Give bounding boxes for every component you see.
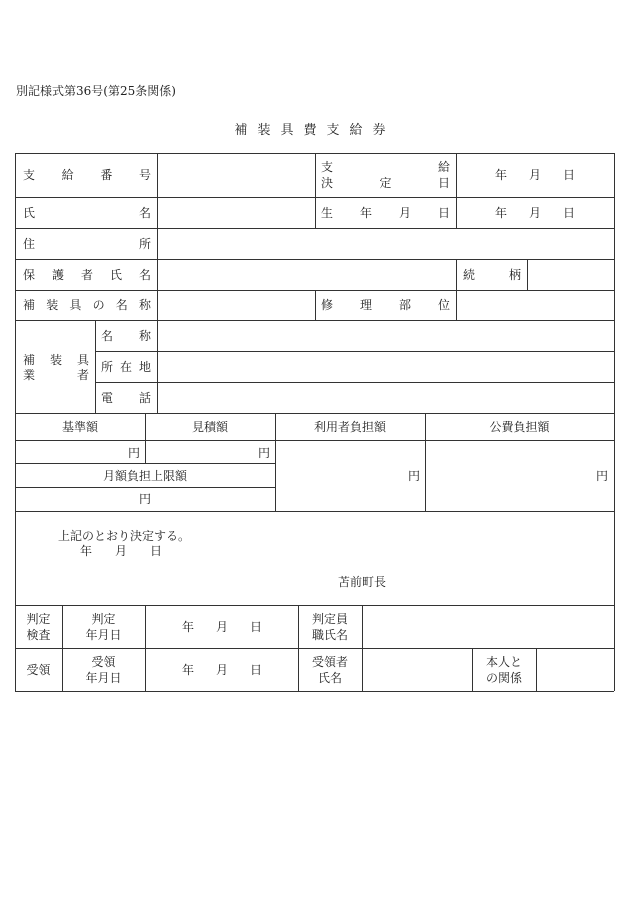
- label-hosogu-meisho-char: 称: [138, 298, 151, 312]
- label-denwa-char: 話: [138, 391, 151, 405]
- label-gyosha-bottom: [23, 368, 89, 382]
- label-seinengappi: [321, 206, 450, 220]
- label-gyosha-top-char: 補: [23, 353, 36, 367]
- rule-horizontal: [15, 605, 614, 606]
- rule-vertical: [536, 648, 537, 691]
- rule-vertical: [362, 605, 363, 691]
- label-shikyu-kettei-top-char: 給: [437, 160, 450, 174]
- decision-month: 月: [115, 544, 128, 558]
- decision-year: 年: [80, 544, 93, 558]
- rule-horizontal: [15, 487, 275, 488]
- label-shozaichi-char: 地: [138, 360, 151, 374]
- label-seinengappi-char: 日: [437, 206, 450, 220]
- rule-horizontal: [95, 351, 614, 352]
- label-shimei-char: 名: [138, 206, 151, 220]
- label-meisho-char: 名: [101, 329, 114, 343]
- label-gyosha-top-char: 装: [49, 353, 62, 367]
- label-hogosha-char: 氏: [109, 268, 122, 282]
- header-kohi-futan: 公費負担額: [489, 420, 550, 434]
- label-shozaichi-char: 在: [119, 360, 132, 374]
- label-gyosha-top: [23, 353, 89, 367]
- decision-signer: 苫前町長: [338, 575, 387, 589]
- header-kijungaku: 基準額: [61, 420, 98, 434]
- label-hantei-staff: 判定員 職氏名: [311, 612, 348, 642]
- label-jusho-char: 所: [138, 237, 151, 251]
- rule-horizontal: [15, 413, 614, 414]
- label-getsugaku-jogen: 月額負担上限額: [102, 469, 187, 483]
- label-shuri-bui-char: 位: [437, 298, 450, 312]
- label-shuri-bui-char: 理: [359, 298, 372, 312]
- rule-vertical: [95, 320, 96, 413]
- label-seinengappi-char: 生: [321, 206, 334, 220]
- date-kettei-char: 日: [562, 168, 575, 182]
- rule-horizontal: [15, 440, 614, 441]
- date-hantei-char: 日: [249, 620, 262, 634]
- date-kettei: [495, 168, 575, 182]
- label-jusho: [23, 237, 151, 251]
- label-jusho-char: 住: [23, 237, 36, 251]
- rule-vertical: [456, 290, 457, 320]
- rule-vertical: [157, 153, 158, 413]
- label-shozaichi-char: 所: [101, 360, 114, 374]
- date-kettei-char: 年: [495, 168, 508, 182]
- label-hogosha-char: 保: [23, 268, 36, 282]
- date-kettei-char: 月: [528, 168, 541, 182]
- label-denwa: [101, 391, 151, 405]
- label-hosogu-meisho-char: 名: [115, 298, 128, 312]
- label-shikyu-kettei-top-char: 支: [321, 160, 334, 174]
- date-juryo: [182, 663, 262, 677]
- rule-horizontal: [15, 511, 614, 512]
- date-birth: [495, 206, 575, 220]
- label-shuri-bui-char: 修: [321, 298, 334, 312]
- rule-vertical: [315, 153, 316, 228]
- header-mitsumorigaku: 見積額: [191, 420, 228, 434]
- yen-getsugaku: 円: [138, 492, 151, 506]
- header-riyosha-futan: 利用者負担額: [313, 420, 386, 434]
- label-relation: 本人と の関係: [485, 655, 522, 685]
- label-shozaichi: [101, 360, 151, 374]
- label-shikyu-kettei-top: [321, 160, 450, 174]
- rule-horizontal: [15, 259, 614, 260]
- date-birth-char: 月: [528, 206, 541, 220]
- date-hantei-char: 年: [182, 620, 195, 634]
- label-meisho-char: 称: [138, 329, 151, 343]
- rule-vertical: [456, 153, 457, 228]
- yen-riyosha: 円: [407, 469, 420, 483]
- label-hogosha: [23, 268, 151, 282]
- label-shimei-char: 氏: [23, 206, 36, 220]
- rule-vertical: [315, 290, 316, 320]
- label-zokugara: [463, 268, 521, 282]
- rule-horizontal: [15, 648, 614, 649]
- label-zokugara-char: 柄: [508, 268, 521, 282]
- rule-horizontal: [95, 382, 614, 383]
- label-meisho: [101, 329, 151, 343]
- decision-day: 日: [150, 544, 163, 558]
- yen-mitsumorigaku: 円: [257, 446, 270, 460]
- label-shikyu-bango-char: 号: [138, 168, 151, 182]
- label-shikyu-bango: [23, 168, 151, 182]
- label-hantei-date: 判定 年月日: [85, 612, 122, 642]
- label-juryo: 受領: [26, 663, 51, 677]
- label-juryo-date: 受領 年月日: [85, 655, 122, 685]
- date-juryo-char: 年: [182, 663, 195, 677]
- rule-vertical: [527, 259, 528, 290]
- label-gyosha-bottom-char: 者: [76, 368, 89, 382]
- rule-horizontal: [15, 228, 614, 229]
- label-seinengappi-char: 月: [398, 206, 411, 220]
- label-shikyu-kettei-bottom-char: 定: [379, 176, 392, 190]
- label-hosogu-meisho-char: 補: [23, 298, 36, 312]
- date-juryo-char: 日: [249, 663, 262, 677]
- date-hantei: [182, 620, 262, 634]
- label-zokugara-char: 続: [463, 268, 476, 282]
- label-shikyu-kettei-bottom: [321, 176, 450, 190]
- date-juryo-char: 月: [215, 663, 228, 677]
- rule-horizontal: [15, 463, 275, 464]
- rule-vertical: [614, 153, 615, 691]
- label-hogosha-char: 名: [138, 268, 151, 282]
- yen-kijungaku: 円: [127, 446, 140, 460]
- label-seinengappi-char: 年: [359, 206, 372, 220]
- label-gyosha-bottom-char: 業: [23, 368, 36, 382]
- rule-vertical: [456, 259, 457, 290]
- label-hogosha-char: 護: [51, 268, 64, 282]
- label-hogosha-char: 者: [80, 268, 93, 282]
- label-hosogu-meisho-char: の: [92, 298, 105, 312]
- date-hantei-char: 月: [215, 620, 228, 634]
- label-shuri-bui: [321, 298, 450, 312]
- date-birth-char: 日: [562, 206, 575, 220]
- label-shikyu-kettei-bottom-char: 日: [437, 176, 450, 190]
- rule-vertical: [145, 605, 146, 691]
- date-birth-char: 年: [495, 206, 508, 220]
- document-title: 補装具費支給券: [234, 123, 396, 138]
- rule-horizontal: [15, 320, 614, 321]
- label-hosogu-meisho-char: 具: [69, 298, 82, 312]
- label-shikyu-bango-char: 給: [61, 168, 74, 182]
- decision-statement: 上記のとおり決定する。: [58, 529, 191, 543]
- label-juryo-name: 受領者 氏名: [311, 655, 348, 685]
- label-shikyu-kettei-bottom-char: 決: [321, 176, 334, 190]
- label-hantei: 判定 検査: [26, 612, 51, 642]
- label-gyosha-top-char: 具: [76, 353, 89, 367]
- label-shikyu-bango-char: 支: [23, 168, 36, 182]
- label-shikyu-bango-char: 番: [100, 168, 113, 182]
- label-shuri-bui-char: 部: [398, 298, 411, 312]
- yen-kohi: 円: [595, 469, 608, 483]
- label-hosogu-meisho: [23, 298, 151, 312]
- form-number: 別記様式第36号(第25条関係): [16, 84, 176, 98]
- label-denwa-char: 電: [101, 391, 114, 405]
- rule-horizontal: [15, 691, 614, 692]
- label-hosogu-meisho-char: 装: [46, 298, 59, 312]
- label-shimei: [23, 206, 151, 220]
